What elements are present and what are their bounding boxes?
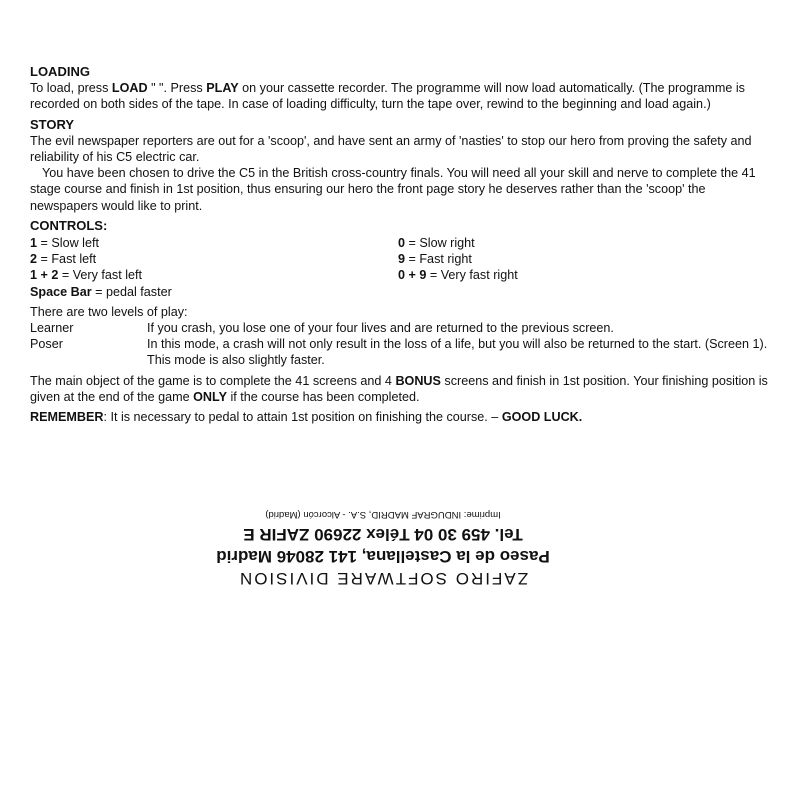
control-very-fast-left [30, 267, 398, 283]
printer-credit: Imprime: INDUGRAF MADRID, S.A. - Alcorcón (Madrid) [265, 509, 501, 520]
levels-grid [30, 320, 770, 369]
level-desc-learner: If you crash, you lose one of your four lives and are returned to the previous screen. [147, 321, 614, 336]
company-address: Paseo de la Castellana, 141 28046 Madrid [216, 547, 550, 566]
control-key: 9 [398, 252, 406, 267]
level-name-learner: Learner [30, 321, 74, 336]
control-key: 0 [398, 236, 406, 251]
remember-text [30, 409, 770, 425]
loading-text-3: on your cassette recorder. The programme will now load automatically. (The programme is recorded on both sides of the tape. In case of loading difficulty, turn the tape over, rewind to the beginning and load again.) [30, 81, 745, 112]
control-action: = Fast right [405, 252, 472, 267]
control-key: 1 [30, 236, 38, 251]
only-word: ONLY [193, 389, 227, 404]
control-action: = Slow right [405, 236, 475, 251]
controls-grid [30, 235, 770, 300]
controls-heading: CONTROLS: [30, 217, 108, 233]
story-section [30, 117, 770, 214]
objective-text-3: if the course has been completed. [226, 389, 420, 404]
good-luck-text: GOOD LUCK. [501, 410, 583, 425]
control-fast-left [30, 251, 398, 267]
loading-section [30, 64, 770, 113]
instructions-sheet [30, 64, 770, 425]
company-phone: Tel. 459 30 04 Télex 22690 ZAFIR E [243, 525, 523, 544]
control-action: = Very fast left [58, 268, 143, 283]
control-very-fast-right [398, 267, 698, 283]
control-action: = Very fast right [426, 268, 518, 283]
level-desc-poser: In this mode, a crash will not only result in the loss of a life, but you will also be returned to the start. (Screen 1). This mode is also slightly faster. [147, 337, 768, 368]
remember-body: : It is necessary to pedal to attain 1st position on finishing the course. – [103, 410, 502, 425]
publisher-footer [0, 505, 794, 605]
remember-section [30, 409, 770, 425]
story-paragraph-2: You have been chosen to drive the C5 in the British cross-country finals. You will need all your skill and nerve to complete the 41 stage course and finish in 1st position, thus ensuring our hero the front page story he deserves rather than the 'scoop' the newspapers would like to print. [30, 166, 756, 213]
objective-text-1: The main object of the game is to complete the 41 screens and 4 [30, 373, 396, 388]
control-fast-right [398, 251, 698, 267]
control-slow-left [30, 235, 398, 251]
control-key: 2 [30, 252, 38, 267]
controls-section [30, 218, 770, 300]
loading-text [30, 80, 770, 112]
control-action: = Slow left [37, 236, 99, 251]
control-key: 1 + 2 [30, 268, 59, 283]
loading-heading: LOADING [30, 64, 90, 79]
control-key: 0 + 9 [398, 268, 427, 283]
story-paragraph-1: The evil newspaper reporters are out for a 'scoop', and have sent an army of 'nasties' to stop our hero from proving the safety and reliability of his C5 electric car. [30, 133, 752, 165]
load-key: LOAD [111, 81, 148, 96]
control-slow-right [398, 235, 698, 251]
play-key: PLAY [206, 81, 239, 96]
control-action: = Fast left [37, 252, 97, 267]
loading-text-1: To load, press [30, 81, 112, 96]
publisher-footer-rotated [0, 505, 794, 589]
control-key: Space Bar [30, 284, 92, 299]
control-empty-cell [398, 284, 698, 300]
control-action: = pedal faster [91, 284, 172, 299]
bonus-word: BONUS [395, 373, 441, 388]
levels-section [30, 304, 770, 369]
remember-label: REMEMBER [30, 410, 104, 425]
objective-text-2: screens and finish in 1st position. Your finishing position is given at the end of the game [30, 373, 768, 404]
levels-intro: There are two levels of play: [30, 304, 188, 319]
level-name-poser: Poser [30, 337, 63, 352]
loading-text-2: " ". Press [147, 81, 207, 96]
objective-section [30, 373, 770, 405]
control-pedal-faster [30, 284, 398, 300]
objective-text [30, 373, 770, 405]
company-name: ZAFIRO SOFTWARE DIVISION [237, 569, 529, 588]
story-heading: STORY [30, 116, 75, 132]
